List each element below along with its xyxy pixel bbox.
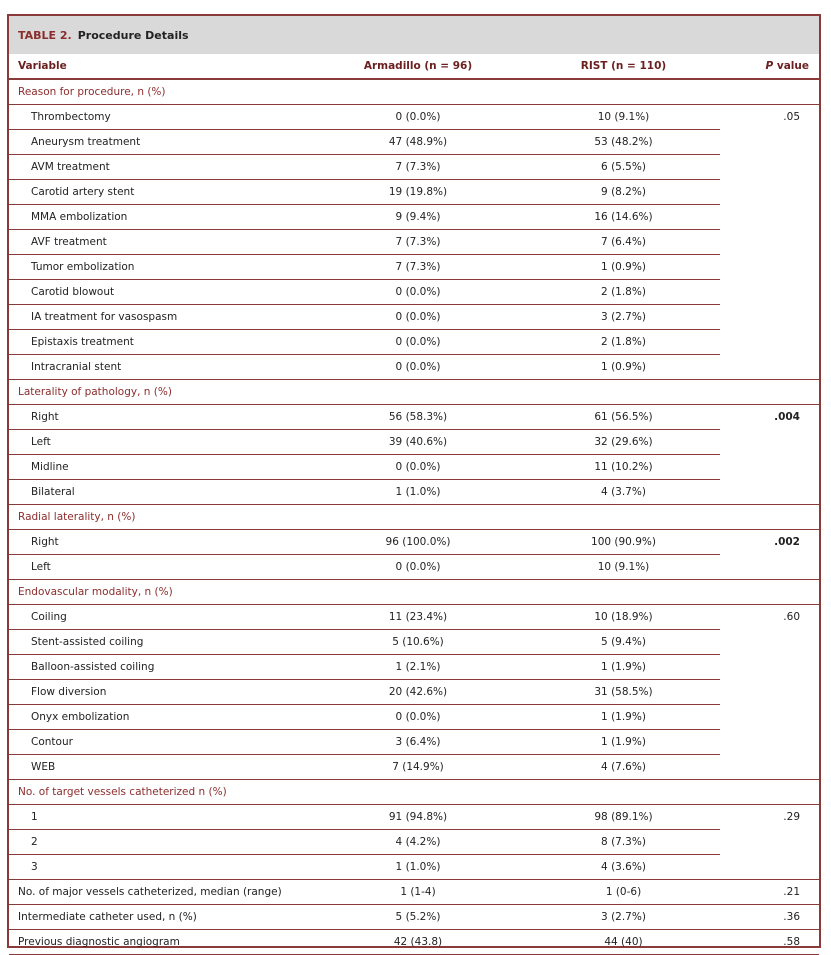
row-rist: 61 (56.5%) <box>527 405 720 430</box>
row-variable: Left <box>9 430 309 455</box>
row-armadillo: 7 (7.3%) <box>309 155 527 180</box>
row-armadillo: 11 (23.4%) <box>309 605 527 630</box>
row-p-value: .36 <box>720 905 819 930</box>
row-variable: No. of major vessels catheterized, median (range) <box>9 880 309 905</box>
section-p-value: .004 <box>720 405 819 505</box>
row-armadillo: 0 (0.0%) <box>309 280 527 305</box>
table-row <box>9 755 819 780</box>
section-title: Reason for procedure, n (%) <box>9 79 819 105</box>
row-rist: 8 (7.3%) <box>527 830 720 855</box>
table-row <box>9 730 819 755</box>
table-row <box>9 155 819 180</box>
section-p-value: .60 <box>720 605 819 780</box>
row-armadillo: 0 (0.0%) <box>309 355 527 380</box>
row-armadillo: 0 (0.0%) <box>309 705 527 730</box>
header-row <box>9 54 819 79</box>
row-variable: 1 <box>9 805 309 830</box>
row-rist: 1 (1.9%) <box>527 705 720 730</box>
section-header-row <box>9 580 819 605</box>
section-title: No. of target vessels catheterized n (%) <box>9 780 819 805</box>
table-row <box>9 105 819 130</box>
row-rist: 44 (40) <box>527 930 720 955</box>
row-rist: 10 (18.9%) <box>527 605 720 630</box>
row-variable: Carotid blowout <box>9 280 309 305</box>
row-armadillo: 1 (1-4) <box>309 880 527 905</box>
table-row <box>9 355 819 380</box>
row-variable: AVM treatment <box>9 155 309 180</box>
row-armadillo: 19 (19.8%) <box>309 180 527 205</box>
table-row <box>9 480 819 505</box>
table-row <box>9 230 819 255</box>
row-variable: AVF treatment <box>9 230 309 255</box>
row-rist: 53 (48.2%) <box>527 130 720 155</box>
section-header-row <box>9 505 819 530</box>
row-armadillo: 7 (7.3%) <box>309 230 527 255</box>
row-rist: 5 (9.4%) <box>527 630 720 655</box>
header-p-italic: P <box>765 60 774 72</box>
table-label: TABLE 2. <box>18 28 72 42</box>
table-row <box>9 905 819 930</box>
row-armadillo: 47 (48.9%) <box>309 130 527 155</box>
row-variable: Midline <box>9 455 309 480</box>
procedure-details-table <box>9 54 819 955</box>
table-row <box>9 705 819 730</box>
row-armadillo: 7 (7.3%) <box>309 255 527 280</box>
row-variable: Left <box>9 555 309 580</box>
section-header-row <box>9 780 819 805</box>
row-armadillo: 5 (10.6%) <box>309 630 527 655</box>
row-variable: Previous diagnostic angiogram <box>9 930 309 955</box>
row-armadillo: 0 (0.0%) <box>309 555 527 580</box>
row-rist: 98 (89.1%) <box>527 805 720 830</box>
header-rist: RIST (n = 110) <box>527 54 720 79</box>
row-armadillo: 0 (0.0%) <box>309 330 527 355</box>
table-row <box>9 205 819 230</box>
row-rist: 7 (6.4%) <box>527 230 720 255</box>
row-armadillo: 1 (1.0%) <box>309 480 527 505</box>
section-p-value: .29 <box>720 805 819 880</box>
section-p-value: .002 <box>720 530 819 580</box>
table-row <box>9 830 819 855</box>
row-rist: 1 (0.9%) <box>527 255 720 280</box>
table-body <box>9 79 819 955</box>
row-variable: Flow diversion <box>9 680 309 705</box>
row-armadillo: 0 (0.0%) <box>309 105 527 130</box>
row-rist: 16 (14.6%) <box>527 205 720 230</box>
row-rist: 2 (1.8%) <box>527 330 720 355</box>
row-variable: MMA embolization <box>9 205 309 230</box>
table-row <box>9 555 819 580</box>
row-variable: Intracranial stent <box>9 355 309 380</box>
row-rist: 10 (9.1%) <box>527 105 720 130</box>
row-armadillo: 96 (100.0%) <box>309 530 527 555</box>
row-variable: Carotid artery stent <box>9 180 309 205</box>
row-armadillo: 0 (0.0%) <box>309 455 527 480</box>
row-armadillo: 20 (42.6%) <box>309 680 527 705</box>
row-rist: 2 (1.8%) <box>527 280 720 305</box>
table-row <box>9 855 819 880</box>
table-row <box>9 880 819 905</box>
row-variable: Bilateral <box>9 480 309 505</box>
row-rist: 1 (0.9%) <box>527 355 720 380</box>
table-title-bar <box>9 16 819 54</box>
row-rist: 32 (29.6%) <box>527 430 720 455</box>
row-rist: 6 (5.5%) <box>527 155 720 180</box>
row-rist: 10 (9.1%) <box>527 555 720 580</box>
row-variable: 3 <box>9 855 309 880</box>
row-armadillo: 91 (94.8%) <box>309 805 527 830</box>
row-rist: 11 (10.2%) <box>527 455 720 480</box>
table-row <box>9 180 819 205</box>
table-row <box>9 530 819 555</box>
row-rist: 1 (1.9%) <box>527 655 720 680</box>
row-rist: 4 (3.7%) <box>527 480 720 505</box>
section-header-row <box>9 380 819 405</box>
table-row <box>9 655 819 680</box>
header-variable: Variable <box>9 54 309 79</box>
row-armadillo: 1 (1.0%) <box>309 855 527 880</box>
table-row <box>9 430 819 455</box>
table-row <box>9 280 819 305</box>
table-row <box>9 130 819 155</box>
table-row <box>9 455 819 480</box>
table-row <box>9 330 819 355</box>
row-variable: 2 <box>9 830 309 855</box>
row-rist: 9 (8.2%) <box>527 180 720 205</box>
row-p-value: .21 <box>720 880 819 905</box>
row-armadillo: 56 (58.3%) <box>309 405 527 430</box>
row-variable: Coiling <box>9 605 309 630</box>
row-variable: Balloon-assisted coiling <box>9 655 309 680</box>
section-header-row <box>9 79 819 105</box>
table-title: Procedure Details <box>77 28 189 42</box>
row-variable: Stent-assisted coiling <box>9 630 309 655</box>
row-armadillo: 42 (43.8) <box>309 930 527 955</box>
row-variable: Contour <box>9 730 309 755</box>
row-variable: IA treatment for vasospasm <box>9 305 309 330</box>
row-rist: 4 (7.6%) <box>527 755 720 780</box>
row-rist: 31 (58.5%) <box>527 680 720 705</box>
table-row <box>9 805 819 830</box>
header-armadillo: Armadillo (n = 96) <box>309 54 527 79</box>
row-variable: Thrombectomy <box>9 105 309 130</box>
row-rist: 1 (0-6) <box>527 880 720 905</box>
table-row <box>9 305 819 330</box>
row-armadillo: 0 (0.0%) <box>309 305 527 330</box>
row-variable: Right <box>9 530 309 555</box>
row-armadillo: 3 (6.4%) <box>309 730 527 755</box>
table-row <box>9 630 819 655</box>
table-row <box>9 930 819 955</box>
row-variable: Epistaxis treatment <box>9 330 309 355</box>
section-title: Laterality of pathology, n (%) <box>9 380 819 405</box>
row-armadillo: 9 (9.4%) <box>309 205 527 230</box>
row-p-value: .58 <box>720 930 819 955</box>
row-armadillo: 4 (4.2%) <box>309 830 527 855</box>
row-armadillo: 5 (5.2%) <box>309 905 527 930</box>
table-frame <box>7 14 821 948</box>
table-row <box>9 255 819 280</box>
row-variable: Aneurysm treatment <box>9 130 309 155</box>
table-row <box>9 405 819 430</box>
table-row <box>9 680 819 705</box>
row-variable: WEB <box>9 755 309 780</box>
row-armadillo: 1 (2.1%) <box>309 655 527 680</box>
table-row <box>9 605 819 630</box>
row-variable: Intermediate catheter used, n (%) <box>9 905 309 930</box>
section-title: Endovascular modality, n (%) <box>9 580 819 605</box>
header-p-value: P value <box>720 54 819 79</box>
row-rist: 100 (90.9%) <box>527 530 720 555</box>
row-rist: 3 (2.7%) <box>527 305 720 330</box>
row-armadillo: 39 (40.6%) <box>309 430 527 455</box>
row-variable: Right <box>9 405 309 430</box>
row-rist: 3 (2.7%) <box>527 905 720 930</box>
row-armadillo: 7 (14.9%) <box>309 755 527 780</box>
row-variable: Tumor embolization <box>9 255 309 280</box>
row-variable: Onyx embolization <box>9 705 309 730</box>
section-p-value: .05 <box>720 105 819 380</box>
section-title: Radial laterality, n (%) <box>9 505 819 530</box>
row-rist: 4 (3.6%) <box>527 855 720 880</box>
row-rist: 1 (1.9%) <box>527 730 720 755</box>
